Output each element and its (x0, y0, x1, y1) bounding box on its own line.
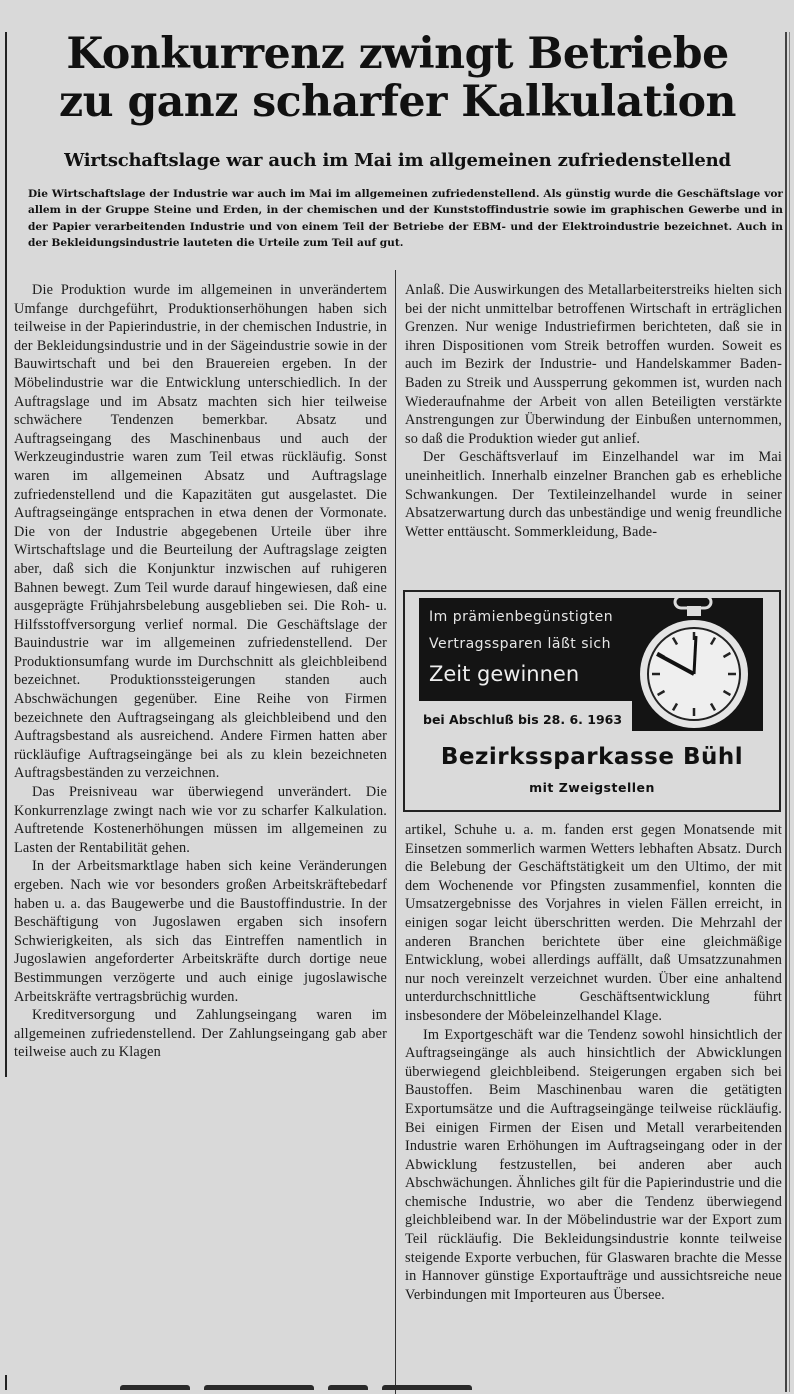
paragraph: Anlaß. Die Auswirkungen des Metallarbeiterstreiks hielten sich bei der nicht unmittelbar betroffenen Wirtschaft in erträglichen Grenzen. Nur wenige Industriefirmen berichteten, daß sie in ihren Dispositionen vom Streik betroffen wurden. Soweit es auch im Bezirk der Industrie- und Handelskammer Baden-Baden zu Streik und Aussperrung gekommen ist, wurden nach Wiederaufnahme der Arbeit von allen Beteiligten verstärkte Anstrengungen zur Überwindung der Einbußen unternommen, so daß die Produktion wieder gut anlief. (405, 282, 782, 447)
cutoff-letter-tops (328, 1385, 368, 1390)
pocket-watch-icon (635, 594, 753, 730)
headline-line-1: Konkurrenz zwingt Betriebe (66, 29, 729, 79)
ad-bank-name: Bezirkssparkasse Bühl (440, 744, 744, 770)
article-lead: Die Wirtschaftslage der Industrie war auch im Mai im allgemeinen zufriedenstellend. Als günstig wurde die Geschäftslage vor allem in der Gruppe Steine und Erden, in der chemischen und der Kunststoffindustrie sowie im graphischen Gewerbe und in der Papier verarbeitenden Industrie und von einem Teil der Betriebe der EBM- und der Elektroindustrie bezeichnet. Auch in der Bekleidungsindustrie lauteten die Urteile zum Teil auf gut. (28, 188, 783, 249)
right-column-bottom (405, 821, 782, 1304)
paragraph: Die Produktion wurde im allgemeinen in unverändertem Umfange durchgeführt, Produktionserhöhungen haben sich teilweise in der Papierindustrie, in der chemischen Industrie, in der Bekleidungsindustrie und in der Sägeindustrie sowie in der Bauwirtschaft und bei den Brauereien ergeben. In der Möbelindustrie war die Entwicklung unterschiedlich. In der Auftragslage und im Absatz machten sich hier teilweise schwächere Tendenzen bemerkbar. Absatz und Auftragseingang des Maschinenbaus und auch der Werkzeugindustrie waren zum Teil etwas rückläufig. Sonst waren im allgemeinen Absatz und Auftragslage zufriedenstellend und die Kapazitäten gut ausgelastet. Die Auftragseingänge entsprachen in etwa denen der Vormonate. Die von der Industrie abgegebenen Urteile über ihre Wirtschaftslage und die Beurteilung der Auftragslage zeigten aber, daß sich die Konjunktur inzwischen auf ruhigeren Bahnen bewegt. Zum Teil wurde darauf hingewiesen, daß eine ausgeprägte Frühjahrsbelebung ausgeblieben sei. Die Roh- u. Hilfsstoffversorgung verlief normal. Die Geschäftslage der Bauindustrie war im allgemeinen zufriedenstellend. Der Produktionsumfang wurde im Durchschnitt als gleichbleibend bezeichnet. Produktionssteigerungen standen auch Abschwächungen gegenüber. Eine Reihe von Firmen bezeichnete den Auftragseingang als gleichbleibend und den Auftragsbestand als ausreichend. Andere Firmen hatten aber rückläufige Auftragseingänge bei als zu klein bezeichneten Auftragsbeständen zu verzeichnen. (14, 282, 387, 782)
paragraph: Im Exportgeschäft war die Tendenz sowohl hinsichtlich der Auftragseingänge als auch hinsichtlich der Abwicklungen überwiegend gleichbleibend. Steigerungen ergaben sich bei Baustoffen. Beim Maschinenbau waren die getätigten Exportumsätze und die Auftragseingänge teilweise rückläufig. Bei einigen Firmen der Eisen und Metall verarbeitenden Industrie waren Erhöhungen im Auftragseingang oder in der Abwicklung festzustellen, bei anderen aber auch Abschwächungen. Ähnliches gilt für die Papierindustrie und die chemische Industrie, wo aber die Tendenz überwiegend gleichbleibend war. In der Möbelindustrie war der Export zum Teil rückläufig. Die Bekleidungsindustrie konnte teilweise steigende Exporte verbuchen, für Glaswaren brachte die Messe in Hannover günstige Exportaufträge und aussichtsreiche neue Verbindungen mit Importeuren aus Übersee. (405, 1026, 782, 1303)
article-subheadline: Wirtschaftslage war auch im Mai im allgemeinen zufriedenstellend (64, 150, 731, 171)
page-right-border (785, 32, 787, 1392)
paragraph: Der Geschäftsverlauf im Einzelhandel war im Mai uneinheitlich. Innerhalb einzelner Branchen gab es erhebliche Schwankungen. Der Textileinzelhandel wurde in seiner Absatzerwartung durch das unbeständige und wenig freundliche Wetter enttäuscht. Sommerkleidung, Bade- (405, 449, 782, 540)
paragraph: In der Arbeitsmarktlage haben sich keine Veränderungen ergeben. Nach wie vor besonders großen Arbeitskräftebedarf haben u. a. das Baugewerbe und die Baustoffindustrie. In der Beschäftigung von Jugoslawen ergaben sich insofern Schwierigkeiten, als sich das Eintreffen namentlich in Jugoslawien angeforderter Arbeitskräfte durch dortige neue Bestimmungen verzögerte und auch einige jugoslawische Arbeitskräfte vertragsbrüchig wurden. (14, 858, 387, 1005)
next-article-border (5, 1375, 7, 1390)
ad-deadline: bei Abschluß bis 28. 6. 1963 (423, 712, 623, 727)
cutoff-letter-tops (204, 1385, 314, 1390)
page-right-border-outer (789, 32, 790, 1392)
advertisement-box (403, 590, 781, 812)
next-article-headline-cutoff (120, 1378, 640, 1390)
column-divider-top (395, 270, 396, 284)
ad-line-1: Im prämienbegünstigten (429, 609, 614, 625)
paragraph: artikel, Schuhe u. a. m. fanden erst gegen Monatsende mit Einsetzen sommerlich warmen Wetters lebhaften Absatz. Durch die Belebung der Geschäftstätigkeit um den Ultimo, der mit dem Wochenende vor Pfingsten zusammenfiel, konnten die Umsatzergebnisse des Vorjahres in vielen Fällen erreicht, in einigen sogar leicht überschritten werden. Die Mehrzahl der anderen Branchen berichtete über eine gleichmäßige Entwicklung, wobei allerdings auffällt, daß Umsatzzunahmen nur noch vereinzelt verzeichnet wurden. Über eine anhaltend unterdurchschnittliche Geschäftsentwicklung führt insbesondere der Möbeleinzelhandel Klage. (405, 822, 782, 1024)
paragraph: Das Preisniveau war überwiegend unverändert. Die Konkurrenzlage zwingt nach wie vor zu scharfer Kalkulation. Auftretende Kostenerhöhungen müssen im allgemeinen zu Lasten der Rentabilität gehen. (14, 784, 387, 856)
cutoff-letter-tops (120, 1385, 190, 1390)
article-headline (14, 30, 781, 126)
cutoff-letter-tops (382, 1385, 472, 1390)
left-column (14, 281, 387, 1062)
paragraph: Kreditversorgung und Zahlungseingang waren im allgemeinen zufriedenstellend. Der Zahlungseingang gab aber teilweise auch zu Klagen (14, 1007, 387, 1061)
ad-slogan: Zeit gewinnen (429, 662, 580, 686)
ad-branches: mit Zweigstellen (529, 780, 655, 795)
ad-line-2: Vertragssparen läßt sich (429, 636, 611, 652)
headline-line-2: zu ganz scharfer Kalkulation (58, 77, 737, 127)
column-divider (395, 284, 396, 1394)
right-column-top (405, 281, 782, 541)
page-left-border (5, 32, 7, 1077)
